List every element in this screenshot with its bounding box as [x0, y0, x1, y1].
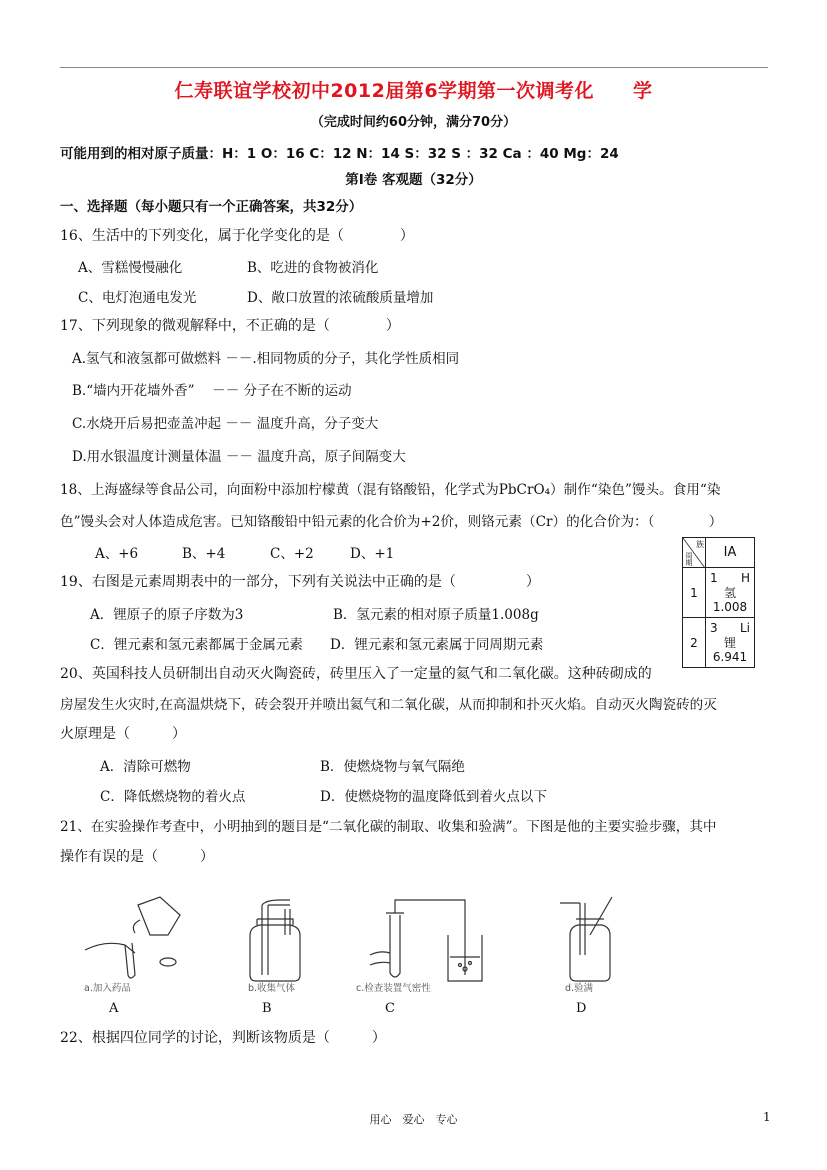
q19-option-c: C．锂元素和氢元素都属于金属元素	[90, 637, 303, 653]
q18-option-b: B、+4	[182, 546, 226, 562]
q16-option-b: B、吃进的食物被消化	[247, 260, 379, 276]
corner-period-label: 周期	[685, 552, 693, 566]
hydrogen-name: 氢	[723, 586, 736, 600]
q17-option-d: D.用水银温度计测量体温 －－ 温度升高，原子间隔变大	[72, 449, 406, 465]
q20-line2: 房屋发生火灾时,在高温烘烧下，砖会裂开并喷出氦气和二氧化碳，从而抑制和扑灭火焰。自动灭火陶瓷砖的灭	[60, 697, 717, 713]
q21-line1: 21、在实验操作考查中，小明抽到的题目是“二氧化碳的制取、收集和验满”。下图是他的主要实验步骤，其中	[60, 819, 717, 835]
q18-option-c: C、+2	[270, 546, 314, 562]
q17-option-c: C.水烧开后易把壶盖冲起 －－ 温度升高，分子变大	[72, 416, 379, 432]
q19-stem: 19、右图是元素周期表中的一部分，下列有关说法中正确的是（ ）	[60, 574, 540, 590]
q19-option-b: B．氢元素的相对原子质量1.008g	[333, 607, 539, 623]
fig-d-drawing	[560, 897, 612, 981]
q17-option-b: B.“墙内开花墙外香” －－ 分子在不断的运动	[72, 383, 352, 399]
corner-group-label: 族	[696, 540, 704, 549]
fig-c-drawing	[370, 900, 482, 981]
q19-option-a: A．锂原子的原子序数为3	[90, 607, 244, 623]
q18-option-d: D、+1	[350, 546, 395, 562]
q20-option-b: B．使燃烧物与氧气隔绝	[320, 759, 465, 775]
period-1-label: 1	[683, 568, 706, 618]
q20-option-d: D．使燃烧物的温度降低到着火点以下	[320, 789, 547, 805]
lithium-number: 3	[710, 621, 718, 635]
hydrogen-mass: 1.008	[712, 600, 748, 614]
fig-b-caption: b.收集气体	[248, 983, 296, 994]
q22-stem: 22、根据四位同学的讨论，判断该物质是（ ）	[60, 1030, 386, 1046]
fig-b-drawing	[250, 900, 300, 981]
q20-line1: 20、英国科技人员研制出自动灭火陶瓷砖，砖里压入了一定量的氦气和二氧化碳。这种砖砌成的	[60, 666, 652, 682]
fig-a-letter: A	[109, 1001, 119, 1016]
fig-a-drawing	[85, 897, 180, 978]
table-corner	[683, 538, 706, 568]
atomic-masses: 可能用到的相对原子质量：H：1 O：16 C：12 N：14 S：32 S ：32 Ca ：40 Mg：24	[60, 146, 619, 162]
q16-stem: 16、生活中的下列变化，属于化学变化的是（ ）	[60, 228, 414, 244]
q19-option-d: D．锂元素和氢元素属于同周期元素	[330, 637, 544, 653]
lithium-mass: 6.941	[712, 650, 748, 664]
period-2-label: 2	[683, 618, 706, 668]
lithium-name: 锂	[723, 636, 736, 650]
q18-option-a: A、+6	[95, 546, 139, 562]
fig-c-caption: c.检查装置气密性	[356, 983, 431, 994]
header-rule	[60, 67, 768, 68]
page-number: 1	[763, 1110, 771, 1124]
footer-motto: 用心 爱心 专心	[369, 1113, 458, 1126]
q17-option-a: A.氢气和液氢都可做燃料 －－.相同物质的分子，其化学性质相同	[72, 351, 460, 367]
q20-option-a: A．清除可燃物	[100, 759, 191, 775]
q16-option-a: A、雪糕慢慢融化	[78, 260, 183, 276]
q17-stem: 17、下列现象的微观解释中，不正确的是（ ）	[60, 318, 400, 334]
fig-a-caption: a.加入药品	[84, 983, 131, 994]
q18-line2: 色”馒头会对人体造成危害。已知铬酸铅中铅元素的化合价为+2价，则铬元素（Cr）的化合价为：（ ）	[60, 514, 723, 530]
part-heading: 一、选择题（每小题只有一个正确答案，共32分）	[60, 199, 363, 215]
lithium-symbol: Li	[739, 621, 750, 635]
element-cell-hydrogen	[706, 568, 755, 618]
section-title: 第Ⅰ卷 客观题（32分）	[345, 172, 482, 188]
fig-b-letter: B	[262, 1001, 272, 1016]
fig-c-letter: C	[385, 1001, 395, 1016]
hydrogen-number: 1	[710, 571, 718, 585]
q16-option-c: C、电灯泡通电发光	[78, 290, 197, 306]
q18-line1: 18、上海盛绿等食品公司，向面粉中添加柠檬黄（混有铬酸铅，化学式为PbCrO₄）制作“染色”馒头。食用“染	[60, 482, 721, 498]
periodic-table-fragment	[682, 537, 755, 668]
q20-option-c: C．降低燃烧物的着火点	[100, 789, 246, 805]
q21-line2: 操作有误的是（ ）	[60, 849, 214, 865]
element-cell-lithium	[706, 618, 755, 668]
fig-d-letter: D	[576, 1001, 587, 1016]
q20-line3: 火原理是（ ）	[60, 726, 186, 742]
q16-option-d: D、敞口放置的浓硫酸质量增加	[247, 290, 434, 306]
exam-title: 仁寿联谊学校初中2012届第6学期第一次调考化 学	[174, 80, 653, 102]
group-header: IA	[706, 538, 755, 568]
hydrogen-symbol: H	[740, 571, 750, 585]
fig-d-caption: d.验满	[565, 983, 594, 994]
exam-subtitle: （完成时间约60分钟，满分70分）	[310, 115, 517, 130]
